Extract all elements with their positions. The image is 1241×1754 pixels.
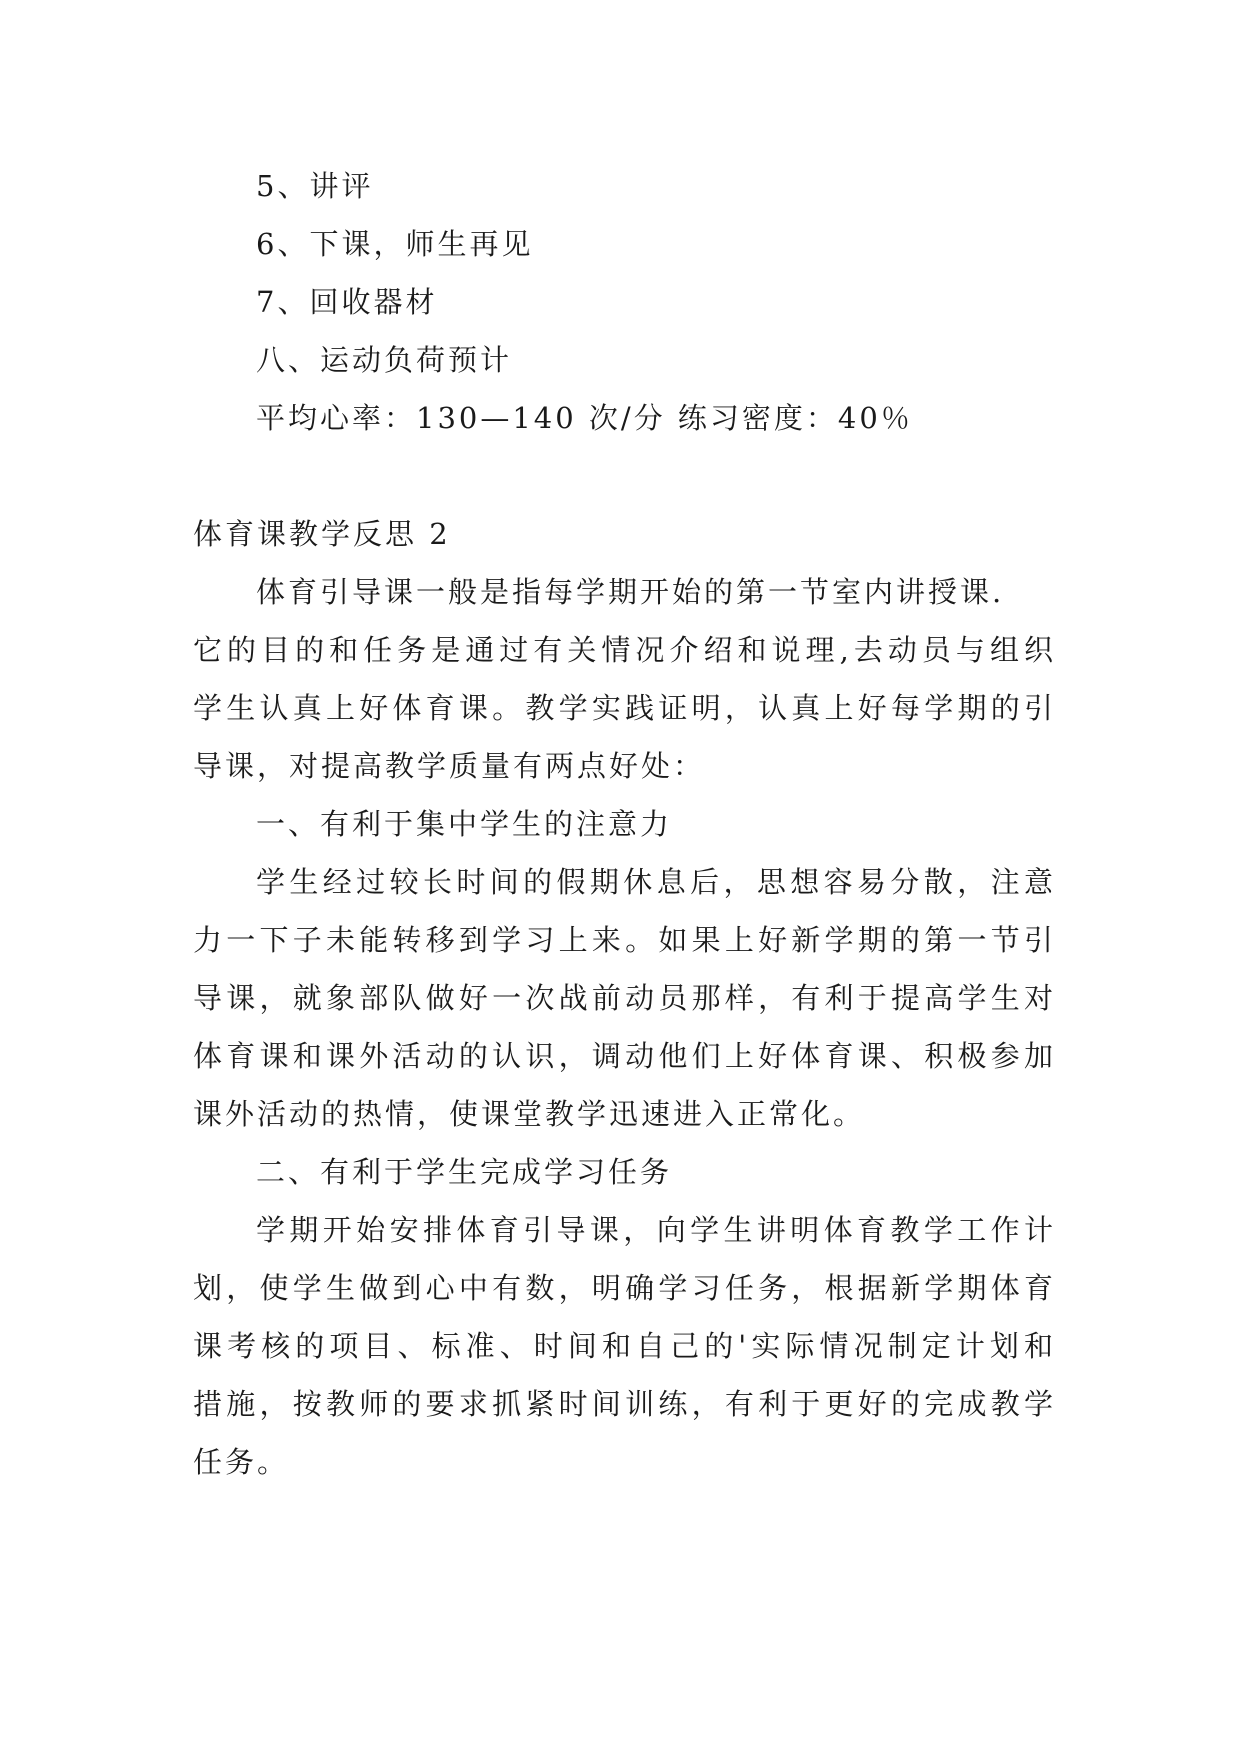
paragraph-line: 任务。: [193, 1445, 290, 1479]
paragraph-line: 学生经过较长时间的假期休息后，思想容易分散，注意: [256, 865, 1053, 899]
paragraph-line: 学生认真上好体育课。教学实践证明，认真上好每学期的引: [193, 691, 1053, 725]
load-estimate-line: 平均心率：130—140 次/分 练习密度：40％: [256, 401, 913, 435]
list-item-7: 7、回收器材: [256, 285, 438, 319]
paragraph-line: 它的目的和任务是通过有关情况介绍和说理,去动员与组织: [193, 633, 1053, 667]
document-title: 体育课教学反思 2: [193, 517, 451, 551]
paragraph-line: 力一下子未能转移到学习上来。如果上好新学期的第一节引: [193, 923, 1053, 957]
paragraph-line: 体育课和课外活动的认识，调动他们上好体育课、积极参加: [193, 1039, 1053, 1073]
list-item-5: 5、讲评: [256, 169, 374, 203]
subheading-1: 一、有利于集中学生的注意力: [256, 807, 673, 841]
paragraph-line: 措施，按教师的要求抓紧时间训练，有利于更好的完成教学: [193, 1387, 1053, 1421]
subheading-2: 二、有利于学生完成学习任务: [256, 1155, 673, 1189]
paragraph-line: 导课，就象部队做好一次战前动员那样，有利于提高学生对: [193, 981, 1053, 1015]
paragraph-line: 课考核的项目、标准、时间和自己的'实际情况制定计划和: [193, 1329, 1053, 1363]
list-item-6: 6、下课，师生再见: [256, 227, 534, 261]
paragraph-line: 划，使学生做到心中有数，明确学习任务，根据新学期体育: [193, 1271, 1053, 1305]
paragraph-line: 课外活动的热情，使课堂教学迅速进入正常化。: [193, 1097, 866, 1131]
paragraph-line: 导课，对提高教学质量有两点好处：: [193, 749, 706, 783]
paragraph-line: 学期开始安排体育引导课，向学生讲明体育教学工作计: [256, 1213, 1053, 1247]
paragraph-line: 体育引导课一般是指每学期开始的第一节室内讲授课.: [256, 575, 1005, 609]
section-heading-8: 八、运动负荷预计: [256, 343, 513, 377]
